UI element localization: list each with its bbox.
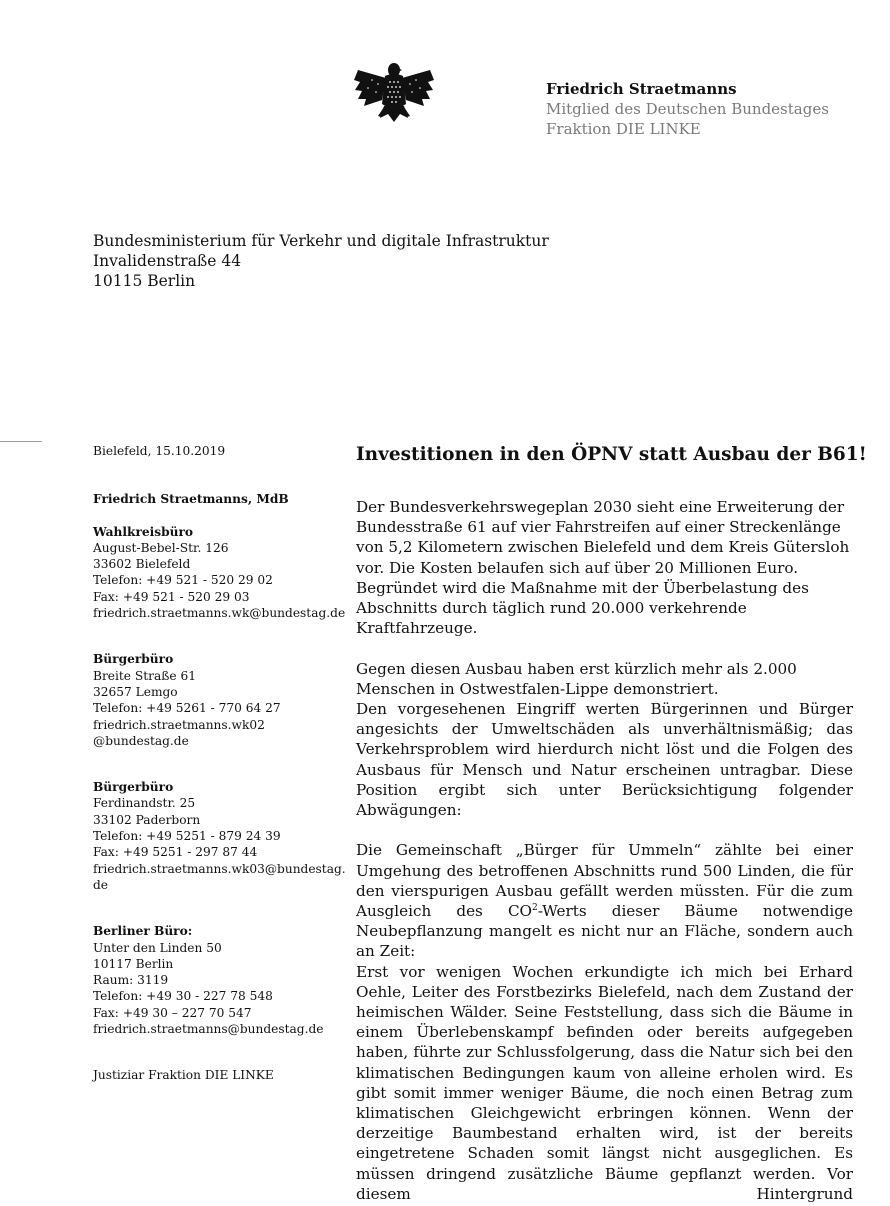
office-email[interactable]: @bundestag.de [93, 733, 189, 748]
office-email[interactable]: friedrich.straetmanns.wk@bundestag.de [93, 606, 346, 621]
office-block [93, 651, 343, 749]
recipient-line: Bundesministerium für Verkehr und digitale Infrastruktur [93, 232, 549, 250]
letter-title: Investitionen in den ÖPNV statt Ausbau der B61! [356, 444, 867, 465]
office-line: Fax: +49 30 – 227 70 547 [93, 1005, 252, 1020]
office-block [93, 923, 343, 1037]
office-line: Telefon: +49 521 - 520 29 02 [93, 573, 273, 588]
sender-sidebar [93, 443, 346, 1084]
office-line: Ferdinandstr. 25 [93, 796, 196, 811]
office-heading: Bürgerbüro [93, 652, 174, 667]
paragraph [356, 840, 853, 961]
subscript-digit: 2 [532, 902, 538, 913]
office-email[interactable]: friedrich.straetmanns@bundestag.de [93, 1022, 324, 1037]
office-line: Telefon: +49 5261 - 770 64 27 [93, 701, 281, 716]
office-block [93, 779, 346, 893]
office-heading: Berliner Büro: [93, 924, 193, 939]
office-line: 33602 Bielefeld [93, 557, 191, 572]
paragraph: Erst vor wenigen Wochen erkundigte ich mich bei Erhard Oehle, Leiter des Forstbezirks Bielefeld, nach dem Zustand der heimischen Wälder. Seine Feststellung, dass sich die Bäume in einem Überlebenskampf befinden oder bereits aufgegeben haben, führte zur Schlussfolgerung, dass die Natur sich bei den klimatischen Bedingungen kaum von alleine erholen wird. Es gibt somit immer weniger Bäume, die noch einen Betrag zum klimatischen Gleichgewicht erbringen können. Wenn der derzeitige Baumbestand erhalten wird, ist der bereits eingetretene Schaden somit längst nicht ausgeglichen. Es müssen dringend zusätzliche Bäume gepflanzt werden. Vor diesem Hintergrund [356, 962, 853, 1203]
office-email[interactable]: friedrich.straetmanns.wk02 [93, 717, 265, 732]
sender-header [546, 79, 829, 139]
sender-name: Friedrich Straetmanns [546, 80, 737, 98]
recipient-address [93, 231, 549, 291]
office-line: 10117 Berlin [93, 956, 174, 971]
office-line: Unter den Linden 50 [93, 940, 222, 955]
office-heading: Wahlkreisbüro [93, 524, 194, 539]
office-email[interactable]: de [93, 877, 109, 892]
office-line: Fax: +49 5251 - 297 87 44 [93, 845, 258, 860]
paragraph: Gegen diesen Ausbau haben erst kürzlich mehr als 2.000 Menschen in Ostwestfalen-Lippe demonstriert. [356, 659, 797, 698]
recipient-line: 10115 Berlin [93, 272, 196, 290]
paragraph-text: -Werts dieser Bäume notwendige Neubepflanzung mangelt es nicht nur an Fläche, sondern auch an Zeit: [356, 902, 853, 961]
paragraph: Den vorgesehenen Eingriff werten Bürgerinnen und Bürger angesichts der Umweltschäden als unverhältnismäßig; das Verkehrsproblem wird hierdurch nicht löst und die Folgen des Ausbaus für Mensch und Natur erscheinen untragbar. Diese Position ergibt sich unter Berücksichtigung folgender Abwägungen: [356, 700, 853, 820]
office-line: Breite Straße 61 [93, 668, 196, 683]
office-line: August-Bebel-Str. 126 [93, 540, 229, 555]
office-line: 32657 Lemgo [93, 684, 178, 699]
office-block [93, 524, 346, 622]
office-line: Raum: 3119 [93, 973, 169, 988]
office-line: Telefon: +49 30 - 227 78 548 [93, 989, 273, 1004]
sender-footer-note: Justiziar Fraktion DIE LINKE [93, 1068, 274, 1083]
letter-date: Bielefeld, 15.10.2019 [93, 444, 226, 458]
fold-mark [0, 441, 42, 442]
sender-role: Mitglied des Deutschen Bundestages [546, 100, 829, 118]
recipient-line: Invalidenstraße 44 [93, 252, 242, 270]
paragraph: Der Bundesverkehrswegeplan 2030 sieht eine Erweiterung der Bundesstraße 61 auf vier Fahrstreifen auf einer Streckenlänge von 5,2 Kilometern zwischen Bielefeld und dem Kreis Gütersloh vor. Die Kosten belaufen sich auf über 20 Millionen Euro. Begründet wird die Maßnahme mit der Überbelastung des Abschnitts durch täglich rund 20.000 verkehrende Kraftfahrzeuge. [356, 498, 850, 638]
paragraph-text: Die Gemeinschaft „Bürger für Ummeln“ zählte bei einer Umgehung des betroffenen Abschnitts rund 500 Linden, die für den vierspurigen Ausbau gefällt werden müssten. Für die zum Ausgleich des CO [356, 841, 853, 921]
letter-body [356, 497, 853, 1204]
bundestag-eagle-logo [352, 60, 436, 126]
office-line: 33102 Paderborn [93, 812, 201, 827]
sender-faction: Fraktion DIE LINKE [546, 120, 701, 138]
office-heading: Bürgerbüro [93, 780, 174, 795]
office-line: Telefon: +49 5251 - 879 24 39 [93, 829, 281, 844]
office-email[interactable]: friedrich.straetmanns.wk03@bundestag. [93, 861, 346, 876]
sender-mdb: Friedrich Straetmanns, MdB [93, 492, 289, 507]
office-line: Fax: +49 521 - 520 29 03 [93, 589, 250, 604]
